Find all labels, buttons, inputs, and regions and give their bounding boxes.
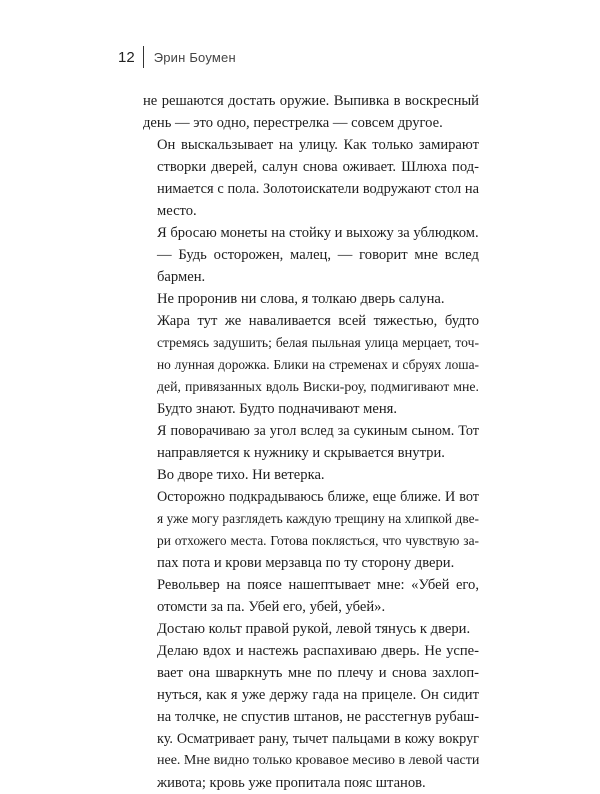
text-line: но лунная дорожка. Блики на стременах и сбруях лоша- xyxy=(157,357,479,372)
paragraph xyxy=(143,288,479,310)
text-line: нимается с пола. Золотоискатели водружают стол на xyxy=(157,181,479,197)
text-line: дей, привязанных вдоль Виски-роу, подмигивают мне. xyxy=(157,379,479,394)
text-line: ри отхожего места. Готова поклясться, что чувствую за- xyxy=(157,533,479,548)
paragraph xyxy=(143,574,479,618)
text-line: Осторожно подкрадываюсь ближе, еще ближе. И вот xyxy=(157,489,479,505)
text-line: Во дворе тихо. Ни ветерка. xyxy=(157,467,325,483)
text-line: Я поворачиваю за угол вслед за сукиным сыном. Тот xyxy=(157,423,479,439)
text-line: Жара тут же наваливается всей тяжестью, будто xyxy=(157,313,479,329)
paragraph xyxy=(143,618,479,640)
paragraph xyxy=(143,222,479,244)
text-line: Он выскальзывает на улицу. Как только замирают xyxy=(157,137,479,153)
text-line: место. xyxy=(157,203,197,219)
text-line: стремясь задушить; белая пыльная улица мерцает, точ- xyxy=(157,335,479,350)
text-line: Будто знают. Будто подначивают меня. xyxy=(157,401,397,417)
text-line: нуться, как я уже держу гада на прицеле. Он сидит xyxy=(157,687,479,703)
text-line: ку. Осматривает рану, тычет пальцами в кожу вокруг xyxy=(157,731,479,747)
text-line: Револьвер на поясе нашептывает мне: «Убей его, xyxy=(157,577,479,593)
running-head xyxy=(118,46,236,68)
text-line: Делаю вдох и настежь распахиваю дверь. Не успе- xyxy=(157,643,479,659)
paragraph xyxy=(143,464,479,486)
paragraph xyxy=(143,640,479,794)
page-number: 12 xyxy=(118,48,135,66)
text-line: вает она шваркнуть мне по плечу и снова захлоп- xyxy=(157,665,479,681)
text-line: живота; кровь уже пропитала пояс штанов. xyxy=(157,775,426,791)
text-line: бармен. xyxy=(157,269,206,285)
text-line: пах пота и крови мерзавца по ту сторону двери. xyxy=(157,555,455,571)
text-line: створки дверей, салун снова оживает. Шлюха под- xyxy=(157,159,479,175)
text-line: я уже могу разглядеть каждую трещину на хлипкой две- xyxy=(157,511,479,526)
author-name: Эрин Боумен xyxy=(153,49,236,65)
text-line: отомсти за па. Убей его, убей, убей». xyxy=(157,599,386,615)
paragraph xyxy=(143,244,479,288)
text-line: на толчке, не спустив штанов, не расстегнув рубаш- xyxy=(157,709,479,725)
text-line: Достаю кольт правой рукой, левой тянусь к двери. xyxy=(157,621,471,637)
text-line: Я бросаю монеты на стойку и выхожу за ублюдком. xyxy=(157,225,479,241)
paragraph xyxy=(143,310,479,420)
text-line: нее. Мне видно только кровавое месиво в левой части xyxy=(157,753,480,768)
text-line: Не проронив ни слова, я толкаю дверь салуна. xyxy=(157,291,445,307)
text-line: день — это одно, перестрелка — совсем другое. xyxy=(143,115,443,131)
text-line: — Будь осторожен, малец, — говорит мне вслед xyxy=(157,247,479,263)
paragraph xyxy=(143,90,479,134)
body-text xyxy=(143,90,479,794)
paragraph xyxy=(143,486,479,574)
text-line: не решаются достать оружие. Выпивка в воскресный xyxy=(143,93,479,109)
paragraph xyxy=(143,134,479,222)
paragraph xyxy=(143,420,479,464)
text-line: направляется к нужнику и скрывается внутри. xyxy=(157,445,445,461)
